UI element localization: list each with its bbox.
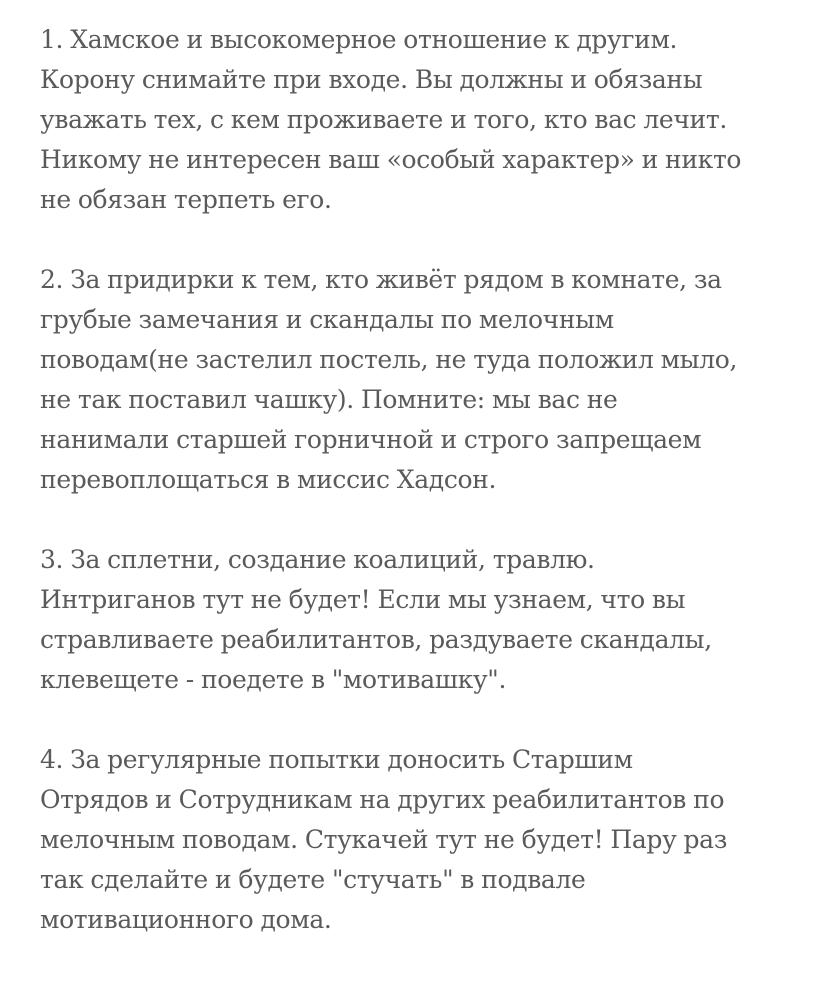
rule-line: мотивационного дома. — [40, 905, 332, 934]
rule-line: Никому не интересен ваш «особый характер» и никто — [40, 145, 742, 174]
rule-line: грубые замечания и скандалы по мелочным — [40, 305, 614, 334]
rule-line: стравливаете реабилитантов, раздуваете скандалы, — [40, 625, 712, 654]
rule-1 — [40, 20, 810, 220]
rule-line: нанимали старшей горничной и строго запрещаем — [40, 425, 702, 454]
rule-line: так сделайте и будете "стучать" в подвале — [40, 865, 586, 894]
rule-line: поводам(не застелил постель, не туда положил мыло, — [40, 345, 738, 374]
rule-3 — [40, 540, 810, 700]
rule-line: уважать тех, с кем проживаете и того, кто вас лечит. — [40, 105, 727, 134]
rule-line: 3. За сплетни, создание коалиций, травлю. — [40, 545, 595, 574]
rule-4 — [40, 740, 810, 940]
rule-line: 2. За придирки к тем, кто живёт рядом в комнате, за — [40, 265, 722, 294]
rule-line: перевоплощаться в миссис Хадсон. — [40, 465, 497, 494]
rule-line: Интриганов тут не будет! Если мы узнаем, что вы — [40, 585, 686, 614]
rule-2 — [40, 260, 810, 500]
rules-article — [40, 20, 810, 940]
rule-line: 1. Хамское и высокомерное отношение к другим. — [40, 25, 678, 54]
rule-line: Отрядов и Сотрудникам на других реабилитантов по — [40, 785, 725, 814]
rule-line: мелочным поводам. Стукачей тут не будет! Пару раз — [40, 825, 728, 854]
rule-line: не обязан терпеть его. — [40, 185, 332, 214]
rule-line: 4. За регулярные попытки доносить Старшим — [40, 745, 633, 774]
rule-line: не так поставил чашку). Помните: мы вас не — [40, 385, 618, 414]
rule-line: Корону снимайте при входе. Вы должны и обязаны — [40, 65, 703, 94]
rule-line: клевещете - поедете в "мотивашку". — [40, 665, 507, 694]
